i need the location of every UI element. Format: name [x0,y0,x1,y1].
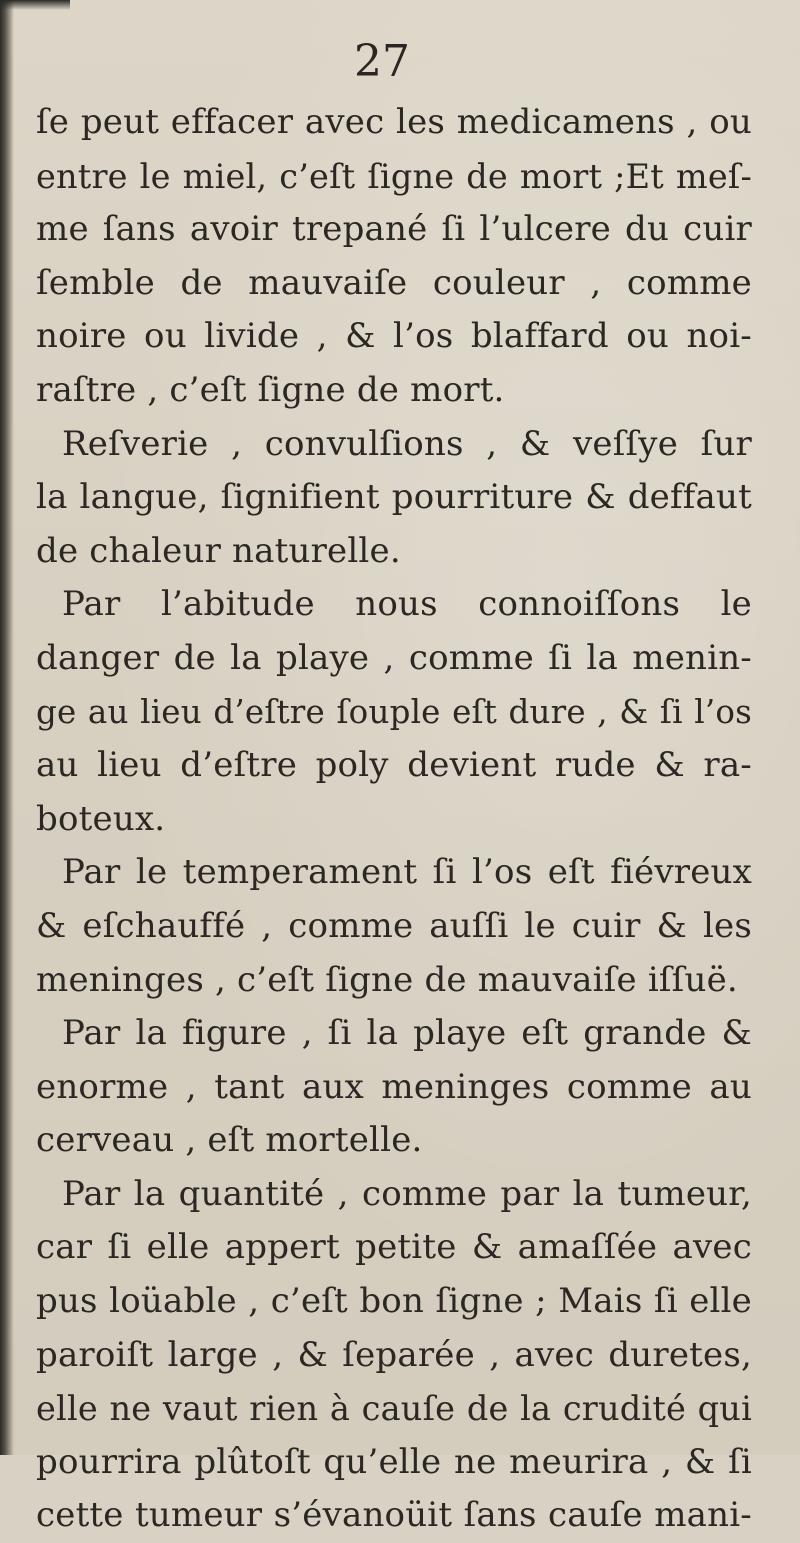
text-line: Par l’abitude nous connoiſſons le [62,584,752,625]
text-line: paroiſt large , & ſeparée , avec duretes, [36,1334,752,1375]
text-line: ſemble de mauvaiſe couleur , comme [36,262,752,303]
body-text [36,96,752,1543]
text-line: danger de la playe , comme ſi la menin- [36,637,752,678]
text-line: noire ou livide , & l’os blaffard ou noi- [36,316,752,357]
text-line: cette tumeur s’évanoüit ſans cauſe mani- [36,1495,752,1536]
text-line: Reſverie , convulſions , & veſſye ſur [62,423,752,464]
text-line: ſe peut effacer avec les medicamens , ou [36,102,752,142]
text-line: pus loüable , c’eſt bon ſigne ; Mais ſi elle [36,1281,752,1322]
text-line: meninges , c’eſt ſigne de mauvaiſe iſſuë. [36,959,738,1000]
text-line: ge au lieu d’eſtre ſouple eſt dure , & ſi l’os [36,692,752,731]
text-line: au lieu d’eſtre poly devient rude & ra- [36,745,752,786]
text-line: me ſans avoir trepané ſi l’ulcere du cuir [36,209,752,250]
text-line: cerveau , eſt mortelle. [36,1120,423,1161]
text-line: pourrira plûtoſt qu’elle ne meurira , & ſi [36,1441,752,1482]
text-line: de chaleur naturelle. [36,530,401,571]
page-corner-shadow [0,0,70,10]
text-line: car ſi elle appert petite & amaſſée avec [36,1227,752,1268]
text-line: entre le miel, c’eſt ſigne de mort ;Et meſ- [36,156,752,196]
text-line: Par la quantité , comme par la tumeur, [62,1173,752,1214]
text-line: Par la figure , ſi la playe eſt grande & [62,1013,752,1054]
text-line: enorme , tant aux meninges comme au [36,1066,752,1107]
text-line: elle ne vaut rien à cauſe de la crudité qui [36,1389,752,1429]
page-binding-shadow [0,0,14,1455]
text-line: boteux. [36,798,166,839]
page-number: 27 [354,36,410,87]
text-line: & eſchauffé , comme auſſi le cuir & les [36,905,752,946]
text-line: raſtre , c’eſt ſigne de mort. [36,369,505,410]
text-line: Par le temperament ſi l’os eſt fiévreux [62,852,752,893]
text-line: la langue, ſignifient pourriture & deffaut [36,477,752,518]
